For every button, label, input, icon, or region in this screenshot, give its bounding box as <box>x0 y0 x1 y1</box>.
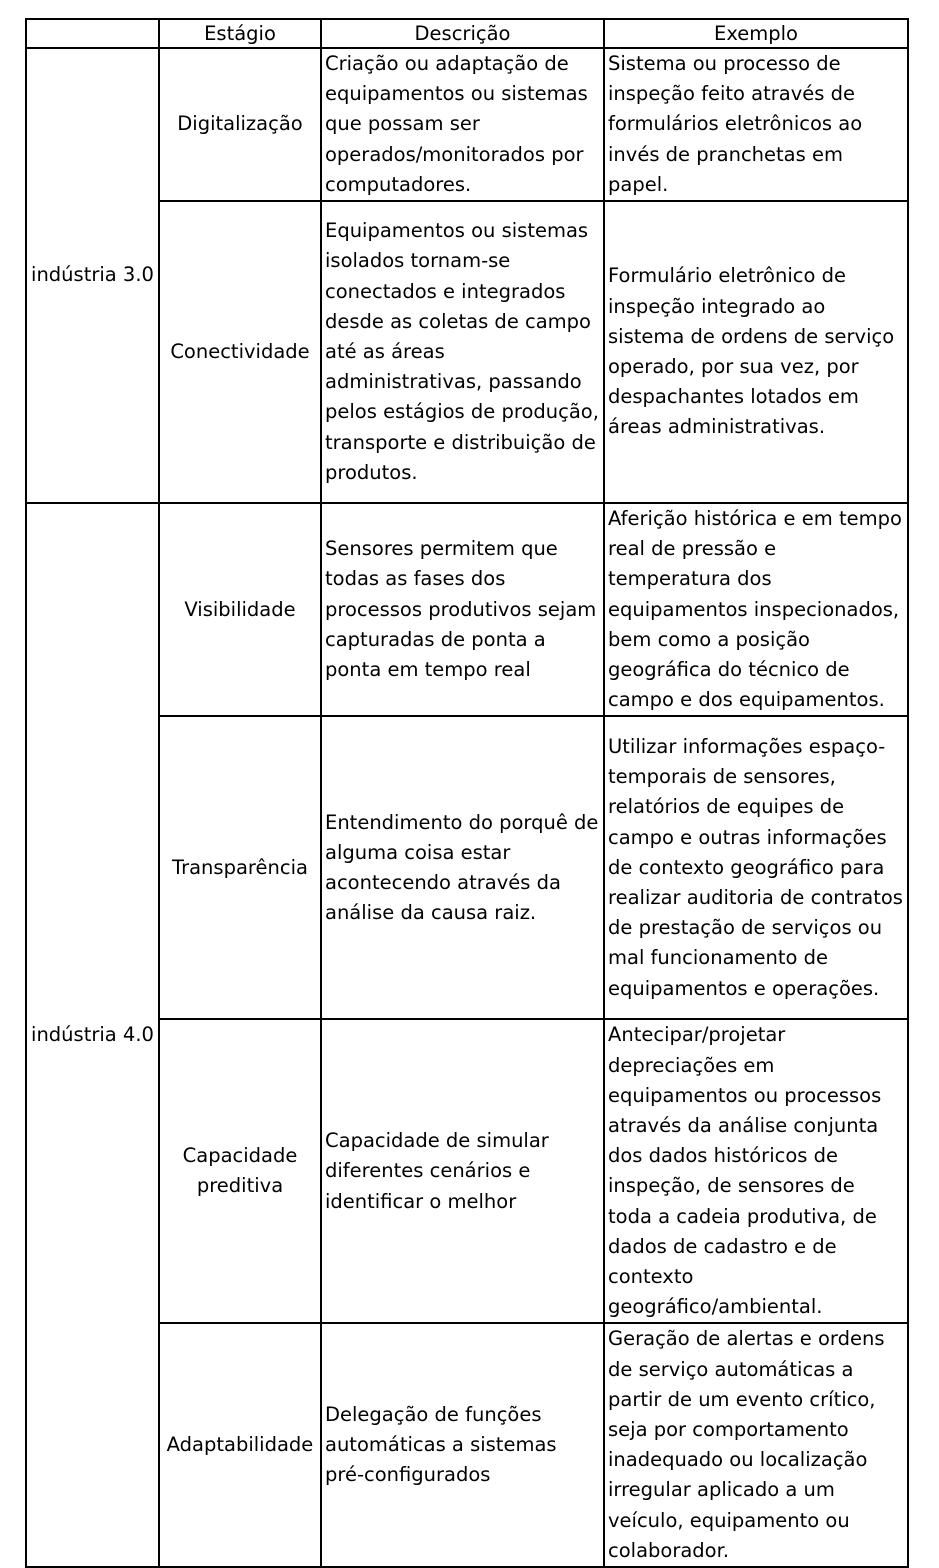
stage-cell: Adaptabilidade <box>159 1323 321 1567</box>
table-row <box>26 1019 908 1323</box>
table-row <box>26 1323 908 1567</box>
description-cell: Capacidade de simular diferentes cenários e identificar o melhor <box>321 1019 604 1323</box>
example-cell: Sistema ou processo de inspeção feito através de formulários eletrônicos ao invés de pranchetas em papel. <box>604 48 908 201</box>
header-example: Exemplo <box>604 19 908 48</box>
industry-stages-table <box>25 18 909 1568</box>
table-row <box>26 201 908 503</box>
example-cell: Antecipar/projetar depreciações em equipamentos ou processos através da análise conjunta dos dados históricos de inspeção, de sensores de toda a cadeia produtiva, de dados de cadastro e de contexto geográfico/ambiental. <box>604 1019 908 1323</box>
example-cell: Geração de alertas e ordens de serviço automáticas a partir de um evento crítico, seja por comportamento inadequado ou localização irregular aplicado a um veículo, equipamento ou colaborador. <box>604 1323 908 1567</box>
stage-cell: Capacidade preditiva <box>159 1019 321 1323</box>
group-label-industria-3: indústria 3.0 <box>26 48 159 503</box>
stage-cell: Transparência <box>159 716 321 1019</box>
group-label-industria-4: indústria 4.0 <box>26 503 159 1567</box>
table-row <box>26 503 908 716</box>
header-group <box>26 19 159 48</box>
description-cell: Criação ou adaptação de equipamentos ou sistemas que possam ser operados/monitorados por computadores. <box>321 48 604 201</box>
example-cell: Aferição histórica e em tempo real de pressão e temperatura dos equipamentos inspecionados, bem como a posição geográfica do técnico de campo e dos equipamentos. <box>604 503 908 716</box>
table-row <box>26 716 908 1019</box>
description-cell: Entendimento do porquê de alguma coisa estar acontecendo através da análise da causa raiz. <box>321 716 604 1019</box>
example-cell: Formulário eletrônico de inspeção integrado ao sistema de ordens de serviço operado, por sua vez, por despachantes lotados em áreas administrativas. <box>604 201 908 503</box>
stage-cell: Visibilidade <box>159 503 321 716</box>
stage-cell: Digitalização <box>159 48 321 201</box>
description-cell: Sensores permitem que todas as fases dos processos produtivos sejam capturadas de ponta a ponta em tempo real <box>321 503 604 716</box>
header-stage: Estágio <box>159 19 321 48</box>
header-row <box>26 19 908 48</box>
description-cell: Delegação de funções automáticas a sistemas pré-configurados <box>321 1323 604 1567</box>
description-cell: Equipamentos ou sistemas isolados tornam-se conectados e integrados desde as coletas de campo até as áreas administrativas, passando pelos estágios de produção, transporte e distribuição de produtos. <box>321 201 604 503</box>
table-row <box>26 48 908 201</box>
example-cell: Utilizar informações espaço-temporais de sensores, relatórios de equipes de campo e outras informações de contexto geográfico para realizar auditoria de contratos de prestação de serviços ou mal funcionamento de equipamentos e operações. <box>604 716 908 1019</box>
stage-cell: Conectividade <box>159 201 321 503</box>
header-description: Descrição <box>321 19 604 48</box>
